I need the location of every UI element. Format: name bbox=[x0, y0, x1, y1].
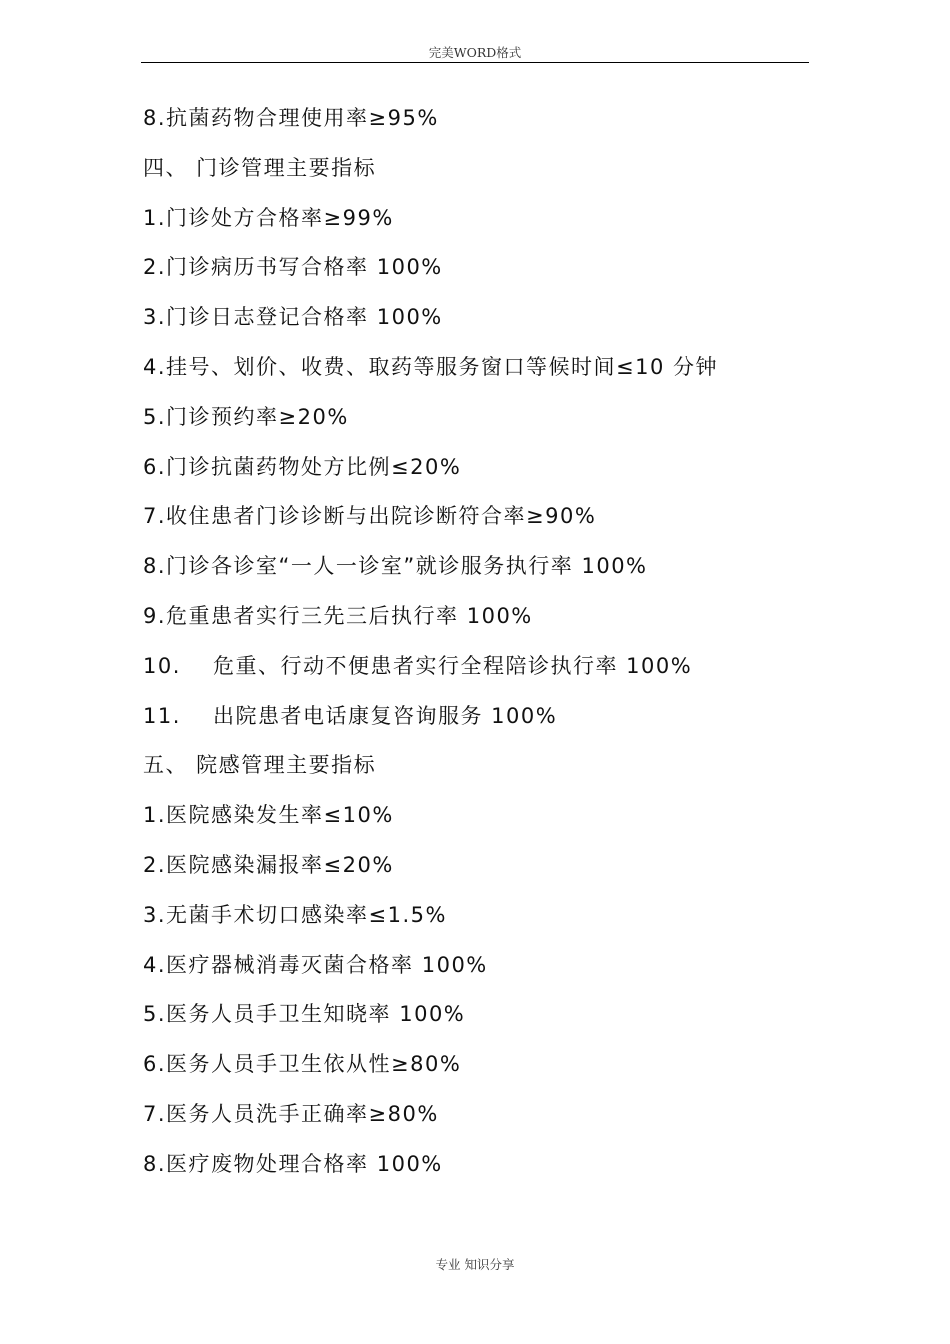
item-number: 5. bbox=[143, 404, 167, 429]
footer-text: 专业 知识分享 bbox=[435, 1257, 515, 1272]
page-header bbox=[141, 44, 809, 63]
list-item bbox=[143, 1090, 833, 1140]
item-text: 危重、行动不便患者实行全程陪诊执行率 100% bbox=[213, 653, 693, 678]
section-heading bbox=[143, 144, 833, 194]
item-number: 1. bbox=[143, 205, 167, 230]
item-number: 4. bbox=[143, 952, 167, 977]
page-footer bbox=[0, 1255, 950, 1273]
list-item bbox=[143, 293, 833, 343]
item-text: 医疗废物处理合格率 100% bbox=[166, 1151, 443, 1176]
list-item bbox=[143, 393, 833, 443]
item-number: 2. bbox=[143, 852, 167, 877]
item-number: 7. bbox=[143, 504, 167, 529]
header-text: 完美WORD格式 bbox=[428, 45, 522, 60]
list-item bbox=[143, 1140, 833, 1190]
item-number: 8. bbox=[143, 1151, 167, 1176]
item-number: 6. bbox=[143, 1052, 167, 1077]
item-text: 无菌手术切口感染率≤1.5% bbox=[166, 902, 447, 927]
list-item bbox=[143, 194, 833, 244]
item-number: 7. bbox=[143, 1101, 167, 1126]
item-text: 挂号、划价、收费、取药等服务窗口等候时间≤10 分钟 bbox=[166, 354, 719, 379]
item-text: 门诊各诊室“一人一诊室”就诊服务执行率 100% bbox=[166, 554, 648, 579]
list-item bbox=[143, 343, 833, 393]
item-number: 3. bbox=[143, 902, 167, 927]
item-text: 医务人员洗手正确率≥80% bbox=[166, 1101, 439, 1126]
list-item bbox=[143, 791, 833, 841]
list-item bbox=[143, 891, 833, 941]
item-text: 门诊处方合格率≥99% bbox=[166, 205, 394, 230]
item-text: 门诊日志登记合格率 100% bbox=[166, 305, 443, 330]
item-text: 收住患者门诊诊断与出院诊断符合率≥90% bbox=[166, 504, 597, 529]
item-number: 4. bbox=[143, 354, 167, 379]
list-item bbox=[143, 941, 833, 991]
item-text: 医务人员手卫生知晓率 100% bbox=[166, 1002, 466, 1027]
item-number: 8. bbox=[143, 554, 167, 579]
item-text: 门诊抗菌药物处方比例≤20% bbox=[166, 454, 462, 479]
item-text: 抗菌药物合理使用率≥95% bbox=[166, 106, 439, 130]
item-text: 医疗器械消毒灭菌合格率 100% bbox=[166, 952, 488, 977]
item-text: 四、 门诊管理主要指标 bbox=[143, 155, 377, 180]
list-item bbox=[143, 990, 833, 1040]
item-number: 8. bbox=[143, 106, 167, 130]
item-text: 危重患者实行三先三后执行率 100% bbox=[166, 603, 533, 628]
item-number: 6. bbox=[143, 454, 167, 479]
item-number: 10. bbox=[143, 653, 181, 678]
item-text: 医院感染发生率≤10% bbox=[166, 803, 394, 828]
list-item bbox=[143, 94, 833, 144]
item-number: 11. bbox=[143, 703, 181, 728]
item-text: 五、 院感管理主要指标 bbox=[143, 753, 377, 778]
item-number: 9. bbox=[143, 603, 167, 628]
list-item bbox=[143, 492, 833, 542]
list-item bbox=[143, 1040, 833, 1090]
document-body bbox=[143, 94, 833, 1190]
list-item bbox=[143, 642, 833, 692]
item-number: 2. bbox=[143, 255, 167, 280]
list-item bbox=[143, 692, 833, 742]
list-item bbox=[143, 841, 833, 891]
item-text: 医务人员手卫生依从性≥80% bbox=[166, 1052, 462, 1077]
section-heading bbox=[143, 741, 833, 791]
list-item bbox=[143, 542, 833, 592]
item-text: 出院患者电话康复咨询服务 100% bbox=[213, 703, 558, 728]
item-text: 医院感染漏报率≤20% bbox=[166, 852, 394, 877]
item-text: 门诊预约率≥20% bbox=[166, 404, 349, 429]
item-number: 3. bbox=[143, 305, 167, 330]
list-item bbox=[143, 443, 833, 493]
item-number: 1. bbox=[143, 803, 167, 828]
item-text: 门诊病历书写合格率 100% bbox=[166, 255, 443, 280]
item-number: 5. bbox=[143, 1002, 167, 1027]
list-item bbox=[143, 243, 833, 293]
list-item bbox=[143, 592, 833, 642]
